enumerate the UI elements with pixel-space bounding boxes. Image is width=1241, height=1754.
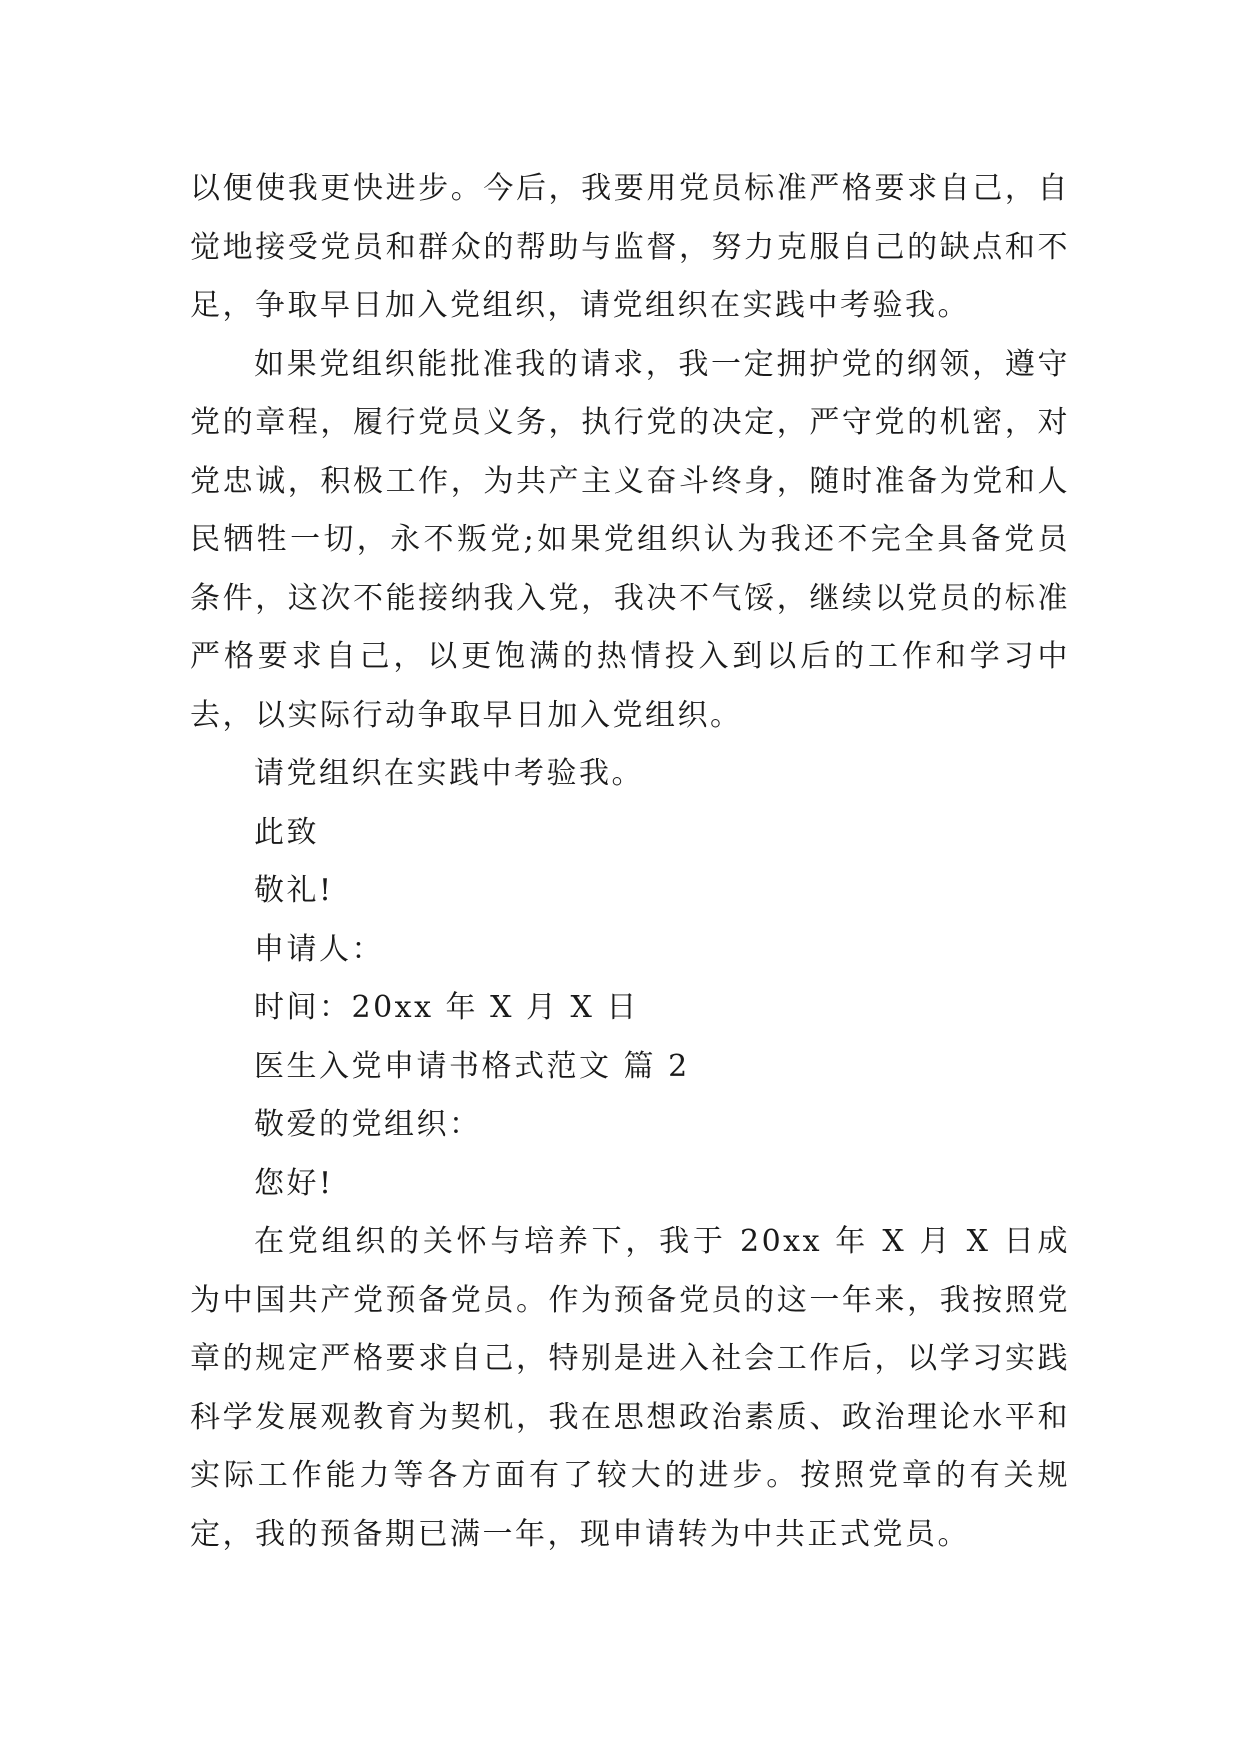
section-title: 医生入党申请书格式范文 篇 2 [254,1048,690,1084]
greeting: 敬爱的党组织： [254,1107,482,1142]
hello: 您好! [254,1165,334,1201]
document-body [190,160,1070,1564]
paragraph-pledge: 如果党组织能批准我的请求，我一定拥护党的纲领，遵守党的章程，履行党员义务，执行党的决定，严守党的机密，对党忠诚，积极工作，为共产主义奋斗终身，随时准备为党和人民牺牲一切，永不叛党;如果党组织认为我还不完全具备党员条件，这次不能接纳我入党，我决不气馁，继续以党员的标准严格要求自己，以更饱满的热情投入到以后的工作和学习中去，以实际行动争取早日加入党组织。 [190,346,1070,733]
salutation-line-1: 此致 [254,814,319,850]
paragraph-continuation: 以便使我更快进步。今后，我要用党员标准严格要求自己，自觉地接受党员和群众的帮助与监督，努力克服自己的缺点和不足，争取早日加入党组织，请党组织在实践中考验我。 [190,171,1070,323]
closing-request: 请党组织在实践中考验我。 [254,756,644,791]
applicant-label: 申请人： [254,931,384,967]
date-line: 时间：20xx 年 X 月 X 日 [254,990,639,1025]
salutation-line-2: 敬礼! [254,873,334,908]
paragraph-probation: 在党组织的关怀与培养下，我于 20xx 年 X 月 X 日成为中国共产党预备党员。作为预备党员的这一年来，我按照党章的规定严格要求自己，特别是进入社会工作后，以学习实践科学发展观教育为契机，我在思想政治素质、政治理论水平和实际工作能力等各方面有了较大的进步。按照党章的有关规定，我的预备期已满一年，现申请转为中共正式党员。 [190,1224,1070,1552]
